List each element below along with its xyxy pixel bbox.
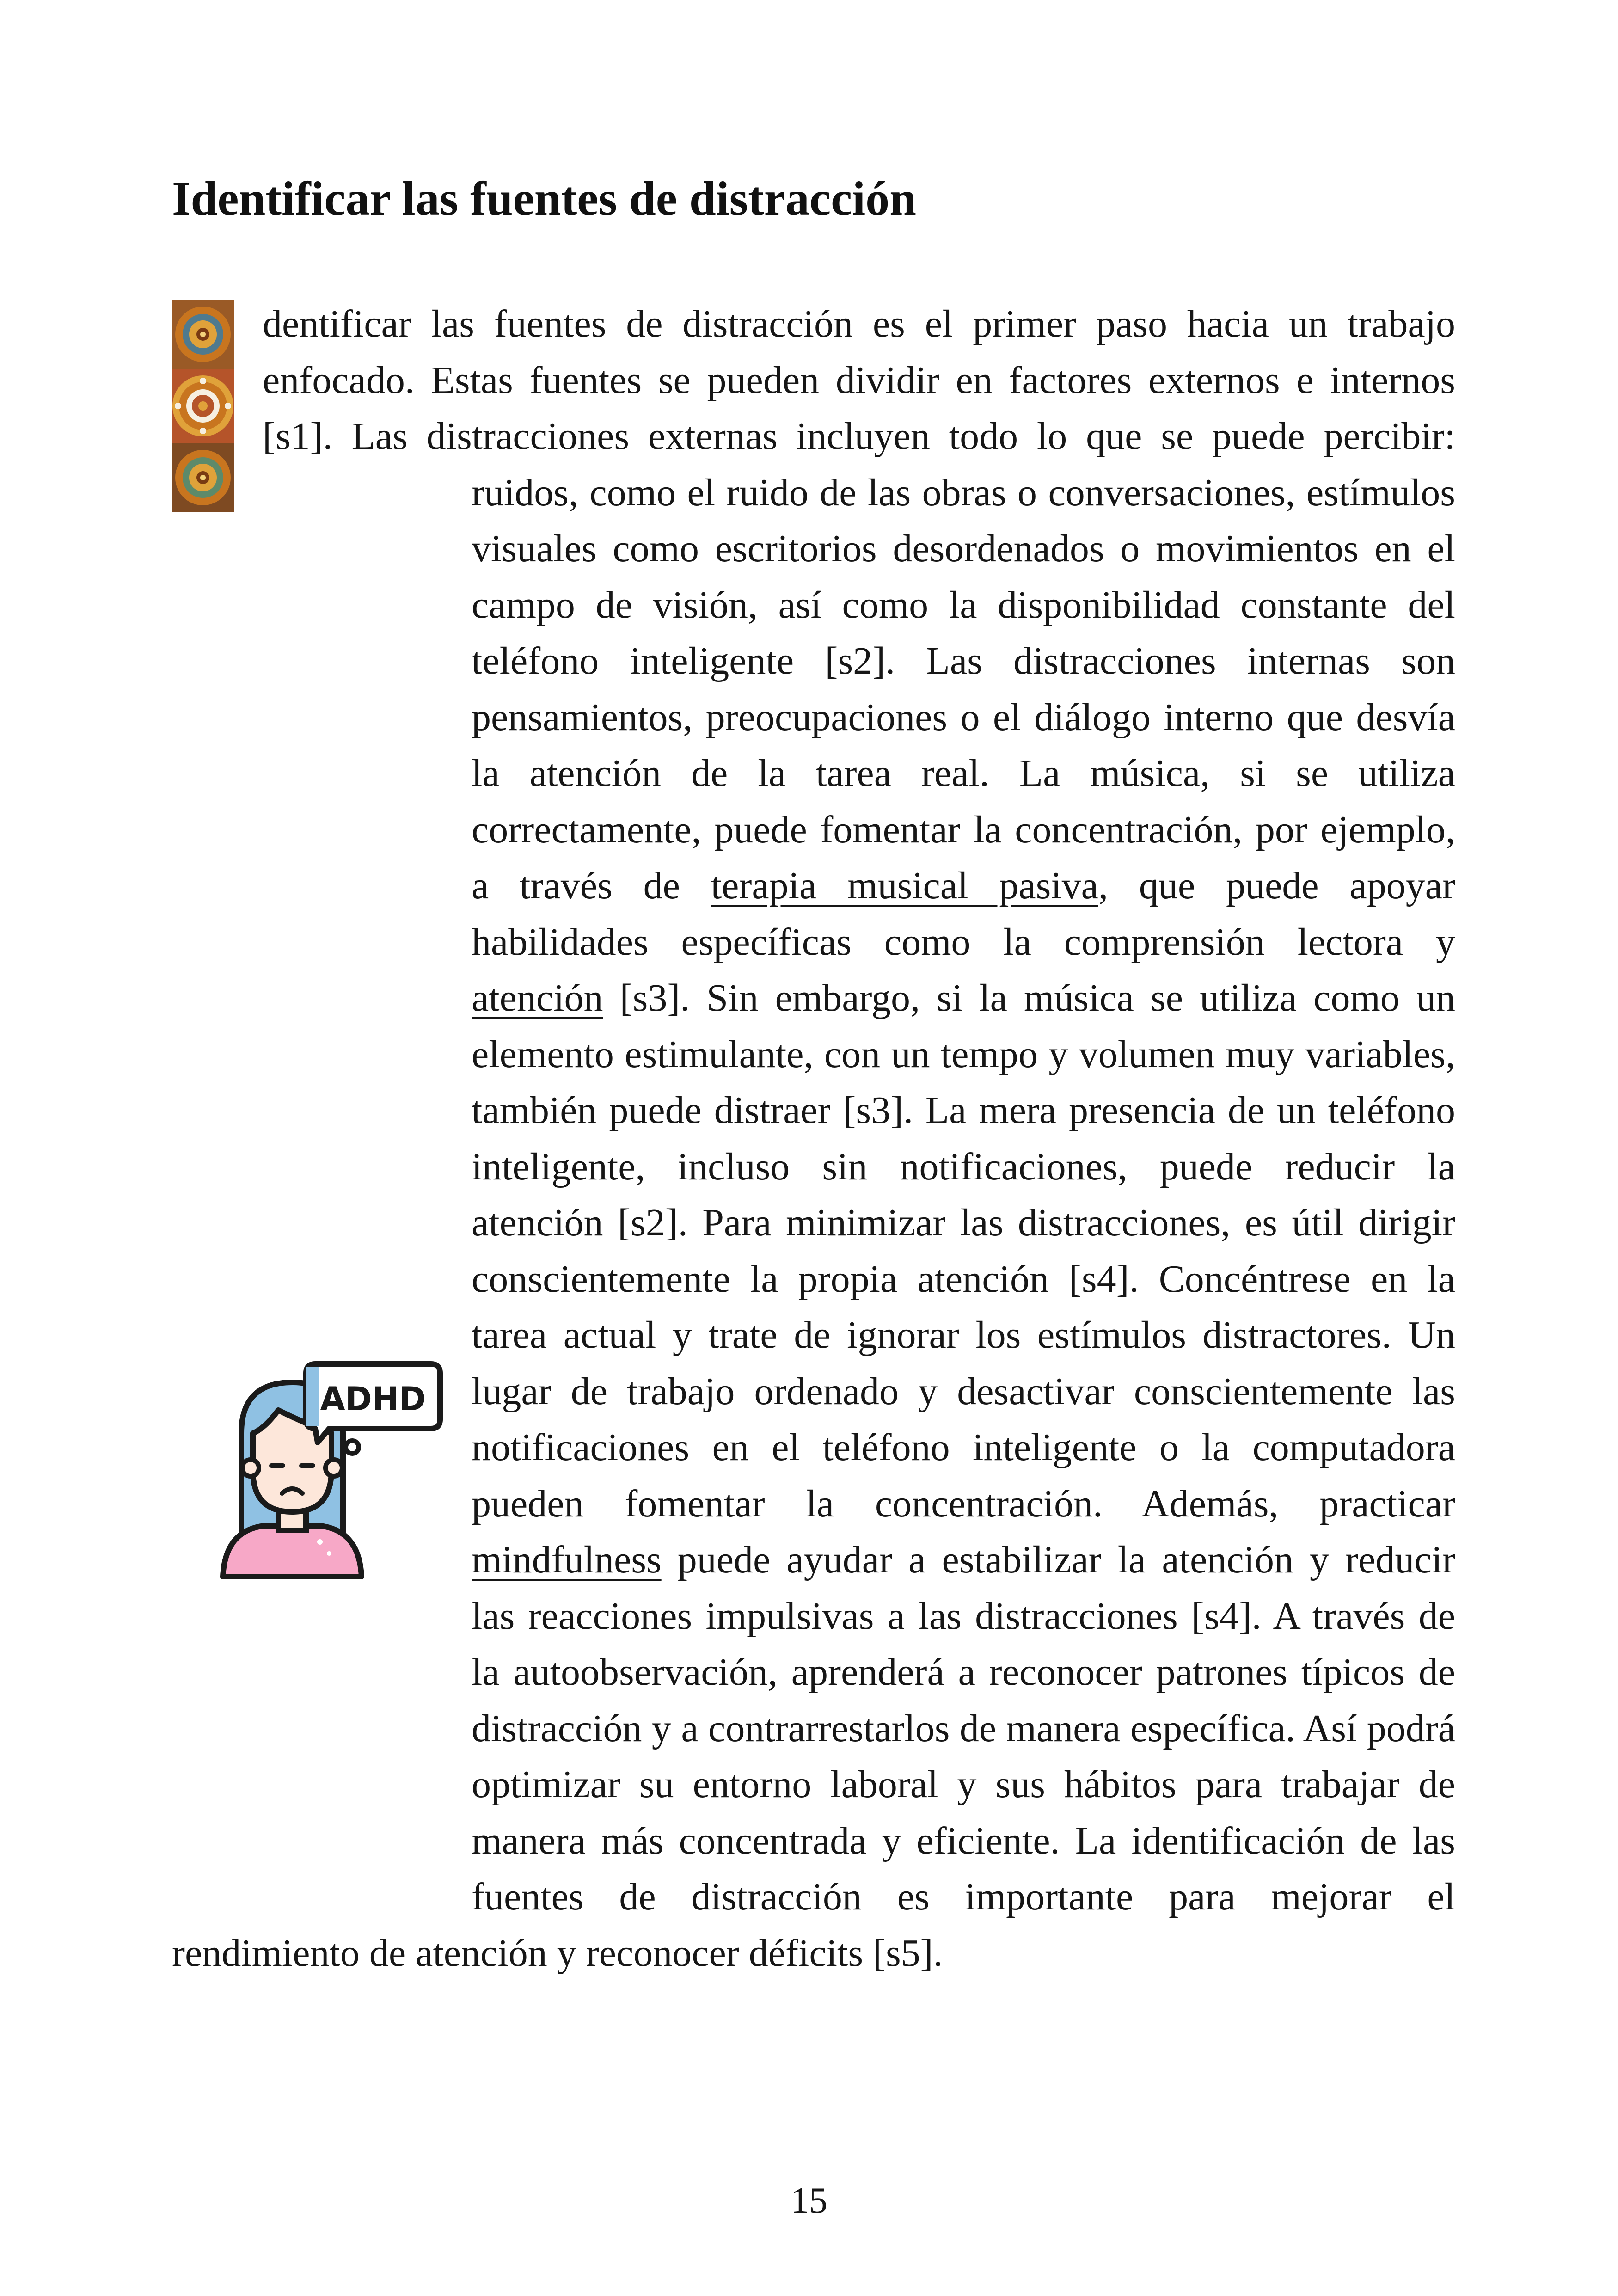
body-text-part-1: dentificar las fuentes de distracción es el primer paso hacia un trabajo enfocado. Estas fuentes se pueden dividir en factores externos e internos [s1]. Las distracciones externas incluyen todo lo que se puede percibir: ruidos, como el ruido de las obras o conversaciones, estímulos visuales como escritorios desordenados o movimientos en el campo de visión, así como la disponibilidad constante del teléfono inteligente [s2]. Las distracciones internas son pensamientos, preocupaciones o el diálogo interno que desvía la atención de la tarea real. La música, si se utiliza correctamente, puede fomentar la concentración, por ejemplo, a través de — [263, 302, 1455, 907]
body-text-part-3: [s3]. Sin embargo, si la música se utiliza como un elemento estimulante, con un tempo y volumen muy variables, también puede distraer [s3]. La mera presencia de un teléfono inteligente, incluso sin notificaciones, puede reducir la atención [s2]. Para minimizar las distracciones, es útil dirigir conscientemente la propia atención [s4]. Concéntrese en la tarea actual y trate de ignorar los estímulos distractores. Un lugar de trabajo ordenado y desactivar conscientemente las notificaciones en el teléfono inteligente o la computadora pueden fomentar la concentración. Además, practicar — [472, 976, 1455, 1525]
body-text-part-2: , que puede apoyar habilidades específicas como la comprensión lectora y — [472, 864, 1455, 964]
link-atencion[interactable]: atención — [472, 976, 603, 1019]
adhd-person-illustration — [214, 1355, 454, 1581]
body-text-part-4: puede ayudar a estabilizar la atención y reducir las reacciones impulsivas a las distracciones [s4]. A través de la autoobservación, aprenderá a reconocer patrones típicos de distracción y a contrarrestarlos de manera específica. Así podrá optimizar su entorno laboral y sus hábitos para trabajar de manera más concentrada y eficiente. La identificación de las fuentes de distracción es importante para mejorar el rendimiento de atención y reconocer déficits [s5]. — [172, 1538, 1455, 1975]
link-terapia-musical-pasiva[interactable]: terapia musical pasiva — [711, 864, 1098, 907]
body-text — [172, 296, 1455, 1981]
link-mindfulness[interactable]: mindfulness — [472, 1538, 662, 1581]
bubble-text: ADHD — [320, 1380, 426, 1418]
page-number: 15 — [791, 2180, 827, 2221]
section-heading: Identificar las fuentes de distracción — [172, 172, 916, 225]
shirt-shape — [223, 1526, 362, 1577]
